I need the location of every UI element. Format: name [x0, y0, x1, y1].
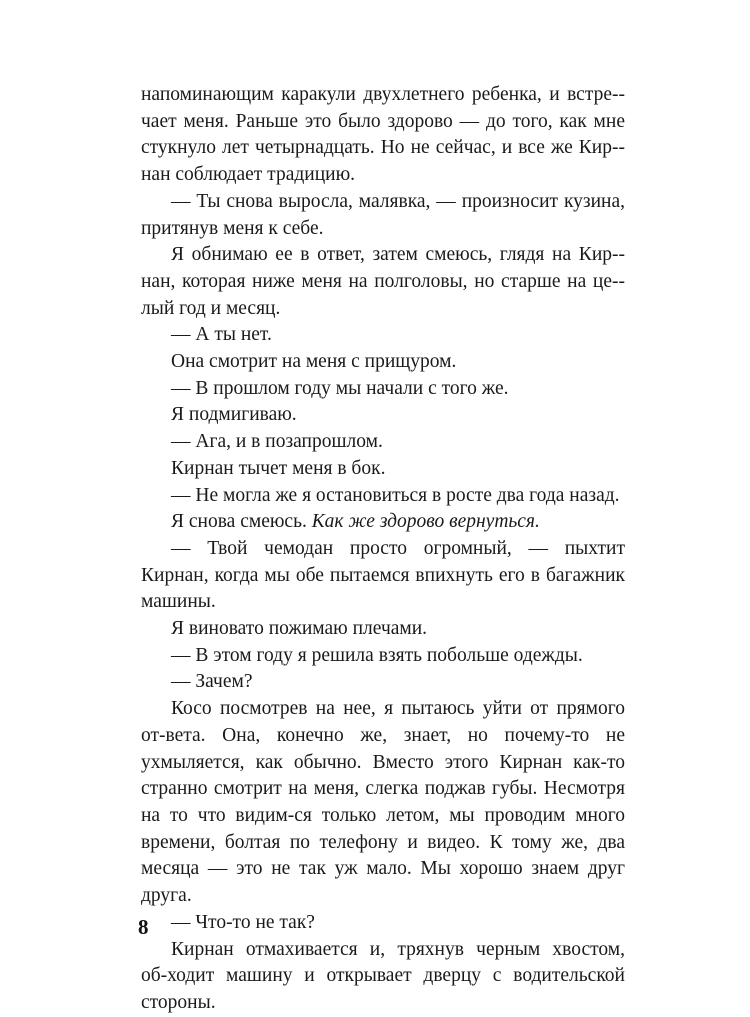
paragraph: — Ага, и в позапрошлом. [171, 431, 383, 453]
paragraph: — Твой чемодан просто огромный, — пыхтит Кирнан, когда мы обе пытаемся впихнуть его в багажник машины. [141, 537, 625, 613]
paragraph: напоминающим каракули двухлетнего ребенка, и встре-чает меня. Раньше это было здорово — до того, как мне стукнуло лет четырнадцать. Но не сейчас, и все же Кир-нан соблюдает традицию. [141, 84, 625, 186]
paragraph: Кирнан отмахивается и, тряхнув черным хвостом, об-ходит машину и открывает дверцу с водительской стороны. [141, 938, 625, 1013]
paragraph: Я виновато пожимаю плечами. [171, 618, 428, 640]
paragraph: — В этом году я решила взять побольше одежды. [171, 644, 583, 666]
paragraph: — А ты нет. [171, 324, 272, 346]
paragraph: — В прошлом году мы начали с того же. [171, 377, 509, 399]
paragraph: — Ты снова выросла, малявка, — произносит кузина, притянув меня к себе. [141, 190, 625, 239]
paragraph: — Зачем? [171, 671, 253, 693]
paragraph: Косо посмотрев на нее, я пытаюсь уйти от прямого от-вета. Она, конечно же, знает, но почему-то не ухмыляется, как обычно. Вместо этого Кирнан как-то странно смотрит на меня, слегка поджав губы. Несмотря на то что видим-ся только летом, мы проводим много времени, болтая по телефону и видео. К тому же, два месяца — это не так уж мало. Мы хорошо знаем друг друга. [141, 698, 625, 907]
paragraph: — Что-то не так? [171, 911, 315, 933]
body-text [141, 82, 625, 1017]
paragraph: Она смотрит на меня с прищуром. [171, 351, 457, 373]
paragraph: Я подмигиваю. [171, 404, 297, 426]
italic-thought: Как же здорово вернуться. [311, 511, 540, 533]
paragraph: Я обнимаю ее в ответ, затем смеюсь, глядя на Кир-нан, которая ниже меня на полголовы, но старше на це-лый год и месяц. [141, 244, 625, 319]
paragraph: Я снова смеюсь. Как же здорово вернуться. [171, 511, 540, 533]
paragraph: Кирнан тычет меня в бок. [171, 457, 386, 479]
page-number: 8 [138, 915, 149, 939]
paragraph: — Не могла же я остановиться в росте два года назад. [171, 484, 620, 506]
